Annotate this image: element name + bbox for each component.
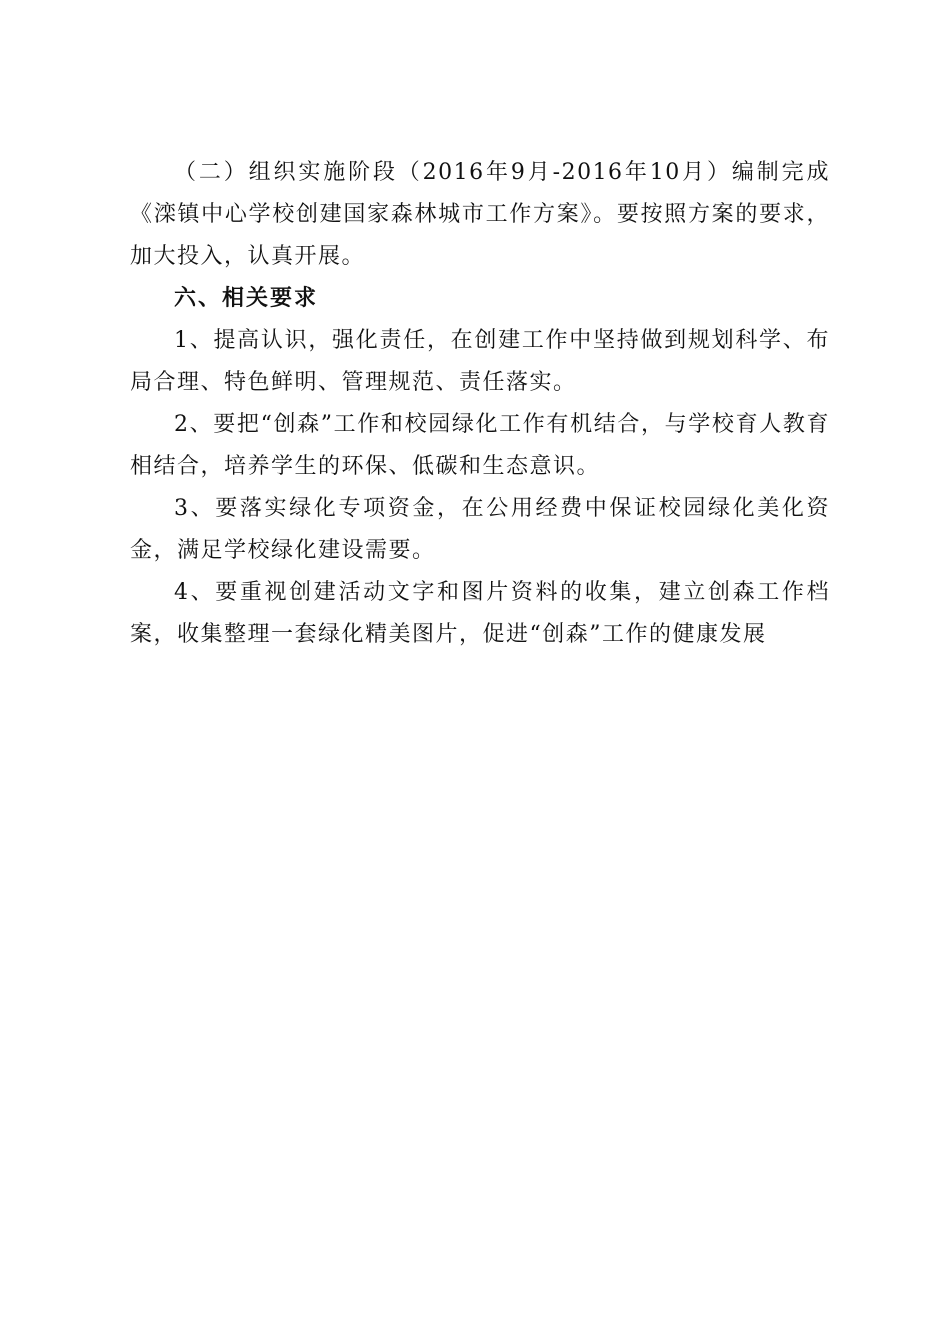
paragraph-stage-two: （二）组织实施阶段（2016年9月-2016年10月）编制完成《滦镇中心学校创建国家森林城市工作方案》。要按照方案的要求，加大投入，认真开展。	[130, 160, 830, 269]
requirement-item-1: 1、提高认识，强化责任，在创建工作中坚持做到规划科学、布局合理、特色鲜明、管理规范、责任落实。	[130, 328, 830, 395]
requirement-item-3: 3、要落实绿化专项资金，在公用经费中保证校园绿化美化资金，满足学校绿化建设需要。	[130, 496, 830, 563]
document-body	[130, 152, 830, 656]
section-heading-requirements: 六、相关要求	[174, 286, 319, 311]
requirement-item-2: 2、要把“创森”工作和校园绿化工作有机结合，与学校育人教育相结合，培养学生的环保、低碳和生态意识。	[130, 412, 830, 479]
requirement-item-4: 4、要重视创建活动文字和图片资料的收集，建立创森工作档案，收集整理一套绿化精美图片，促进“创森”工作的健康发展	[130, 580, 830, 647]
